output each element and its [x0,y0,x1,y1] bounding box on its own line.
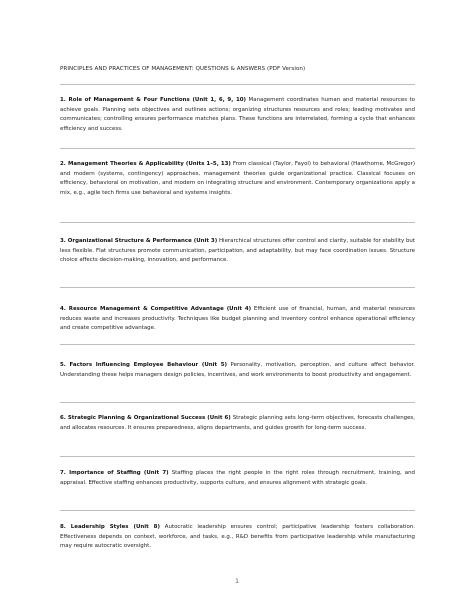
section-6-heading: 6. Strategic Planning & Organizational Success (Unit 6) [60,415,231,421]
section-7 [60,469,415,488]
section-divider [60,344,415,345]
section-divider [60,287,415,288]
section-divider [60,510,415,511]
section-4 [60,305,415,334]
section-8-heading: 8. Leadership Styles (Unit 8) [60,524,160,530]
section-6 [60,414,415,433]
section-1 [60,96,415,134]
section-6-body: Strategic planning sets long-term objectives, forecasts challenges, and allocates resources. It ensures preparedness, aligns departments, and guides growth for long-term success. [60,415,415,431]
section-8 [60,523,415,552]
section-2-heading: 2. Management Theories & Applicability (Units 1–5, 13) [60,161,231,167]
section-divider [60,456,415,457]
section-5-heading: 5. Factors Influencing Employee Behaviour (Unit 5) [60,362,228,368]
section-7-body: Staffing places the right people in the right roles through recruitment, training, and appraisal. Effective staffing enhances productivity, supports culture, and ensures alignment with strategic goals. [60,470,415,486]
section-1-heading: 1. Role of Management & Four Functions (Unit 1, 6, 9, 10) [60,97,247,103]
section-8-body: Autocratic leadership ensures control; participative leadership fosters collaboration. Effectiveness depends on context, workforce, and tasks, e.g., R&D benefits from participative leadership while manufacturing may require autocratic oversight. [60,524,415,549]
page-number: 1 [235,578,239,585]
section-4-heading: 4. Resource Management & Competitive Advantage (Unit 4) [60,306,252,312]
section-5 [60,361,415,380]
section-2-body: From classical (Taylor, Fayol) to behavioral (Hawthorne, McGregor) and modern (systems, contingency) approaches, management theories guide organizational practice. Classical focuses on efficiency, behavioral on motivation, and modern on integrating structure and environment. Contemporary organizations apply a mix, e.g., agile tech firms use behavioral and systems insights. [60,161,415,196]
section-4-body: Efficient use of financial, human, and material resources reduces waste and increases productivity. Techniques like budget planning and inventory control enhance operational efficiency and create competitive advantage. [60,306,415,331]
section-3 [60,237,415,266]
section-divider [60,222,415,223]
section-3-heading: 3. Organizational Structure & Performance (Unit 3) [60,238,218,244]
section-1-body: Management coordinates human and material resources to achieve goals. Planning sets objectives and outlines actions; organizing structures resources and roles; leading motivates and communicates; controlling ensures performance matches plans. These functions are interrelated, forming a cycle that enhances efficiency and success. [60,97,415,132]
section-divider [60,84,415,85]
section-7-heading: 7. Importance of Staffing (Unit 7) [60,470,169,476]
section-2 [60,160,415,198]
section-3-body: Hierarchical structures offer control and clarity, suitable for stability but less flexible. Flat structures promote communication, participation, and adaptability, but may face coordination issues. Structure choice affects decision-making, innovation, and performance. [60,238,415,263]
document-title: PRINCIPLES AND PRACTICES OF MANAGEMENT: QUESTIONS & ANSWERS (PDF Version) [60,66,306,72]
section-divider [60,148,415,149]
section-divider [60,402,415,403]
section-5-body: Personality, motivation, perception, and culture affect behavior. Understanding these helps managers design policies, incentives, and work environments to boost productivity and engagement. [60,362,415,378]
